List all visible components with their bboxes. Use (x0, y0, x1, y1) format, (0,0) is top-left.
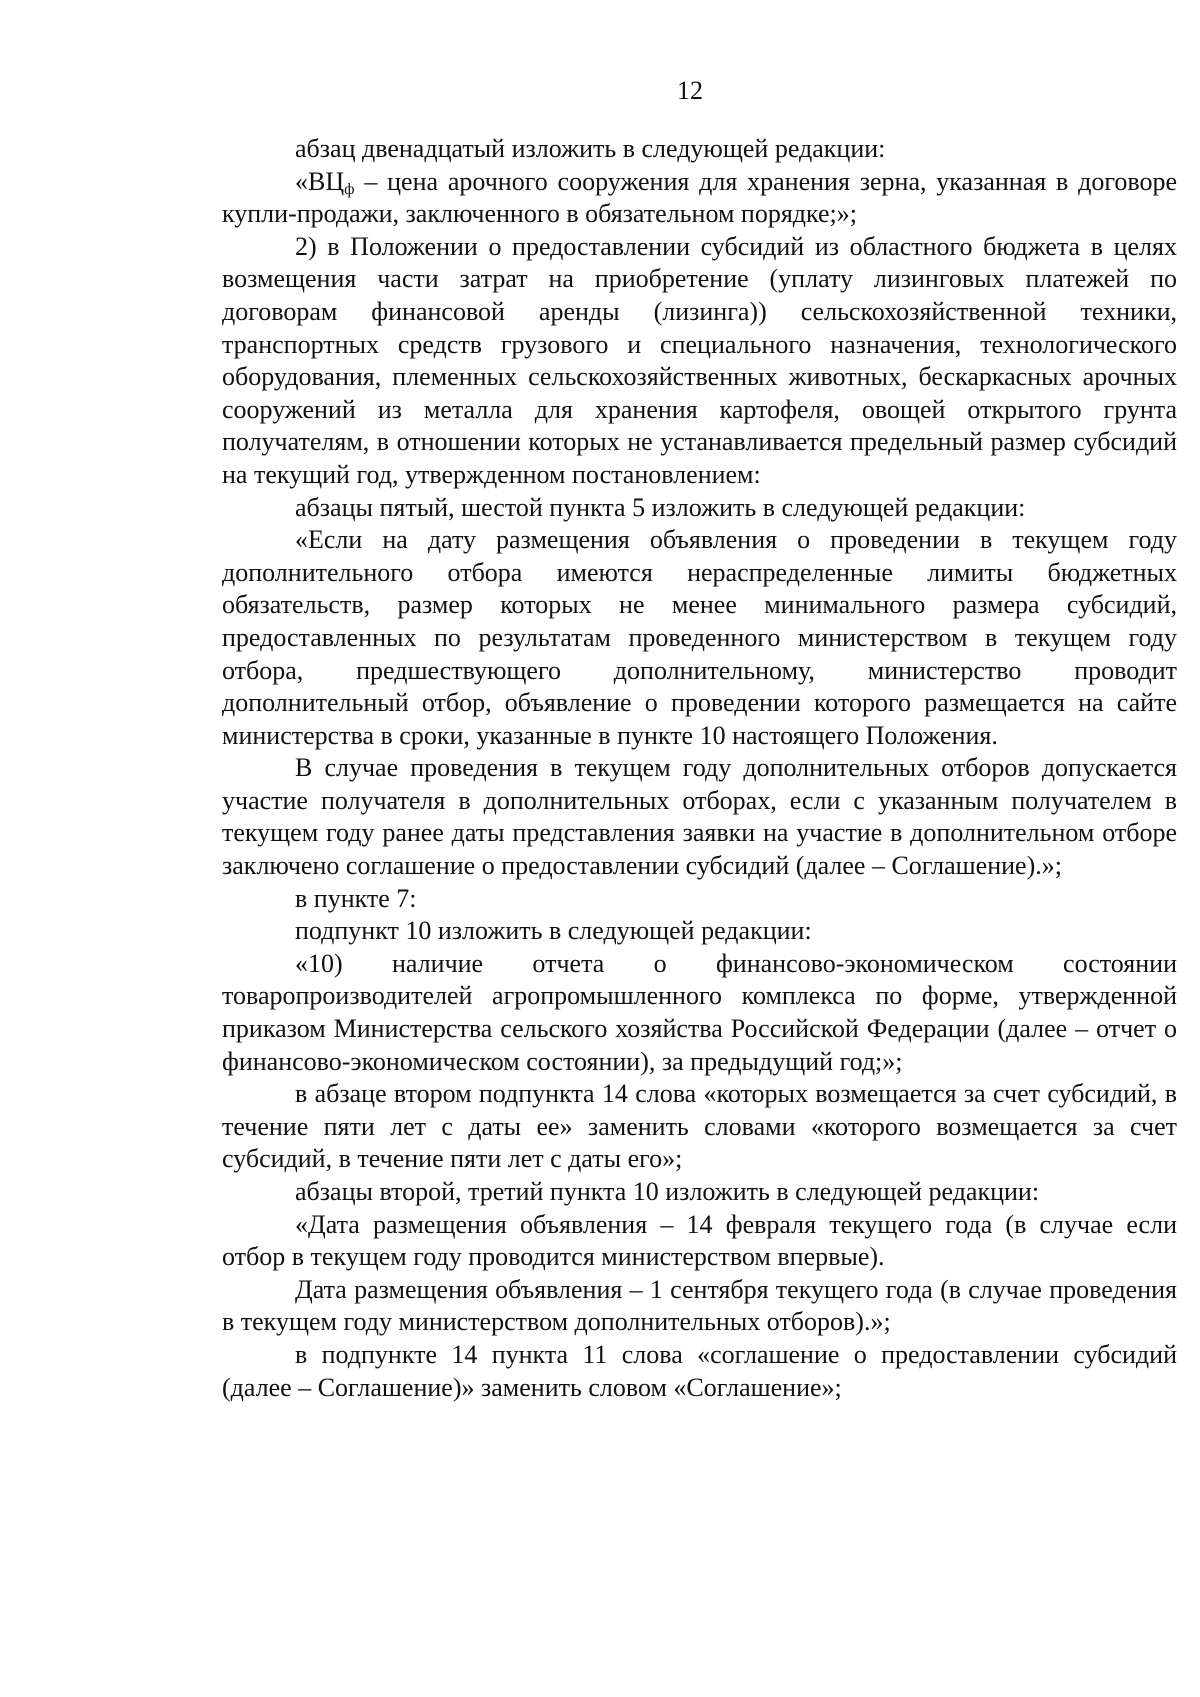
formula-subscript: ф (344, 180, 355, 198)
document-body (222, 133, 1177, 1404)
paragraph-formula (222, 166, 1177, 231)
paragraph: в абзаце втором подпункта 14 слова «которых возмещается за счет субсидий, в течение пяти лет с даты ее» заменить словами «которого возмещается за счет субсидий, в течение пяти лет с даты его»; (222, 1079, 1177, 1174)
paragraph: подпункт 10 изложить в следующей редакции: (295, 916, 812, 946)
formula-definition: – цена арочного сооружения для хранения зерна, указанная в договоре купли-продажи, заключенного в обязательном порядке;»; (222, 166, 1177, 229)
paragraph: абзацы пятый, шестой пункта 5 изложить в следующей редакции: (295, 492, 1026, 522)
paragraph: «Если на дату размещения объявления о проведении в текущем году дополнительного отбора имеются нераспределенные лимиты бюджетных обязательств, размер которых не менее минимального размера субсидий, предоставленных по результатам проведенного министерством в текущем году отбора, предшествующего дополнительному, министерство проводит дополнительный отбор, объявление о проведении которого размещается на сайте министерства в сроки, указанные в пункте 10 настоящего Положения. (222, 525, 1177, 750)
paragraph: В случае проведения в текущем году дополнительных отборов допускается участие получателя в дополнительных отборах, если с указанным получателем в текущем году ранее даты представления заявки на участие в дополнительном отборе заключено соглашение о предоставлении субсидий (далее – Соглашение).»; (222, 753, 1177, 881)
paragraph: в пункте 7: (295, 883, 417, 913)
paragraph: абзац двенадцатый изложить в следующей редакции: (295, 134, 886, 163)
paragraph: абзацы второй, третий пункта 10 изложить в следующей редакции: (295, 1177, 1040, 1206)
paragraph: «Дата размещения объявления – 14 февраля текущего года (в случае если отбор в текущем году проводится министерством впервые). (222, 1209, 1177, 1272)
page-number: 12 (677, 76, 703, 105)
formula-symbol: «ВЦ (295, 166, 345, 196)
paragraph: «10) наличие отчета о финансово-экономическом состоянии товаропроизводителей агропромышленного комплекса по форме, утвержденной приказом Министерства сельского хозяйства Российской Федерации (далее – отчет о финансово-экономическом состоянии), за предыдущий год;»; (222, 948, 1177, 1076)
paragraph: в подпункте 14 пункта 11 слова «соглашение о предоставлении субсидий (далее – Соглашение)» заменить словом «Соглашение»; (222, 1339, 1177, 1402)
paragraph: 2) в Положении о предоставлении субсидий из областного бюджета в целях возмещения части затрат на приобретение (уплату лизинговых платежей по договорам финансовой аренды (лизинга)) сельскохозяйственной техники, транспортных средств грузового и специального назначения, технологического оборудования, племенных сельскохозяйственных животных, бескаркасных арочных сооружений из металла для хранения картофеля, овощей открытого грунта получателям, в отношении которых не устанавливается предельный размер субсидий на текущий год, утвержденном постановлением: (222, 231, 1177, 489)
paragraph: Дата размещения объявления – 1 сентября текущего года (в случае проведения в текущем году министерством дополнительных отборов).»; (222, 1274, 1177, 1337)
